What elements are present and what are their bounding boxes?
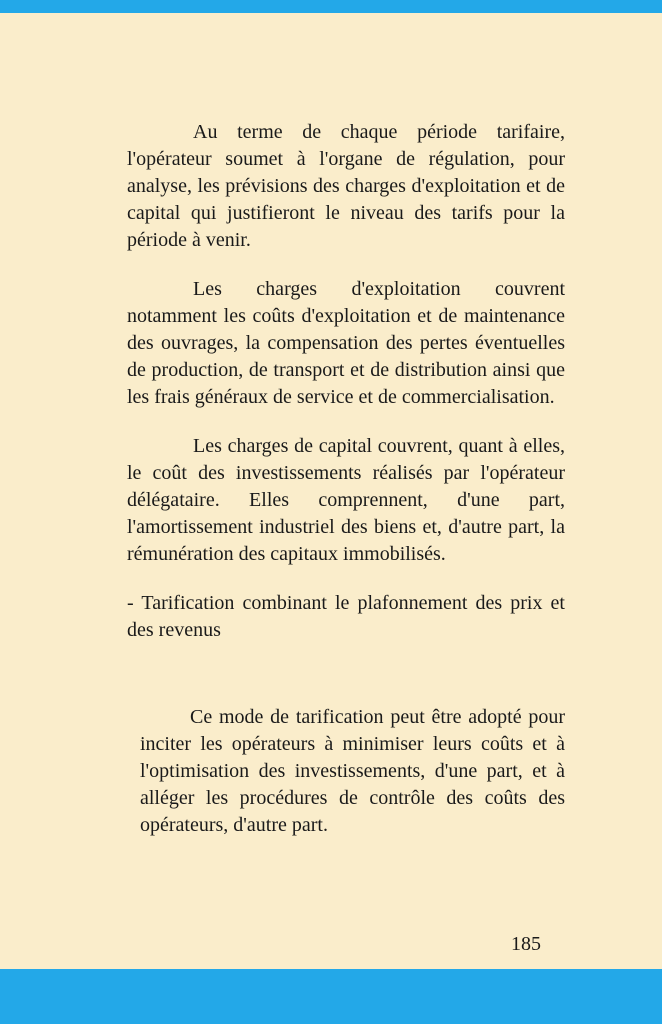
paragraph-capital-charges: Les charges de capital couvrent, quant à elles, le coût des investissements réalisés par l'opérateur délégataire. Elles comprennent, d'une part, l'amortissement industriel des biens et, d'autre part, la rémunération des capitaux immobilisés. [127,435,565,565]
top-accent-bar [0,0,662,13]
paragraph-tariff-mode: Ce mode de tarification peut être adopté pour inciter les opérateurs à minimiser leurs coûts et à l'optimisation des investissements, d'une part, et à alléger les procédures de contrôle des coûts des opérateurs, d'autre part. [140,706,565,836]
text-block [127,119,565,861]
paragraph-tariff-period: Au terme de chaque période tarifaire, l'opérateur soumet à l'organe de régulation, pour analyse, les prévisions des charges d'exploitation et de capital qui justifieront le niveau des tarifs pour la période à venir. [127,121,565,251]
heading-price-revenue-cap: - Tarification combinant le plafonnement des prix et des revenus [127,592,565,641]
page-number: 185 [511,933,541,955]
bottom-accent-bar [0,969,662,1024]
paragraph-operating-charges: Les charges d'exploitation couvrent notamment les coûts d'exploitation et de maintenance des ouvrages, la compensation des pertes éventuelles de production, de transport et de distribution ainsi que les frais généraux de service et de commercialisation. [127,278,565,408]
